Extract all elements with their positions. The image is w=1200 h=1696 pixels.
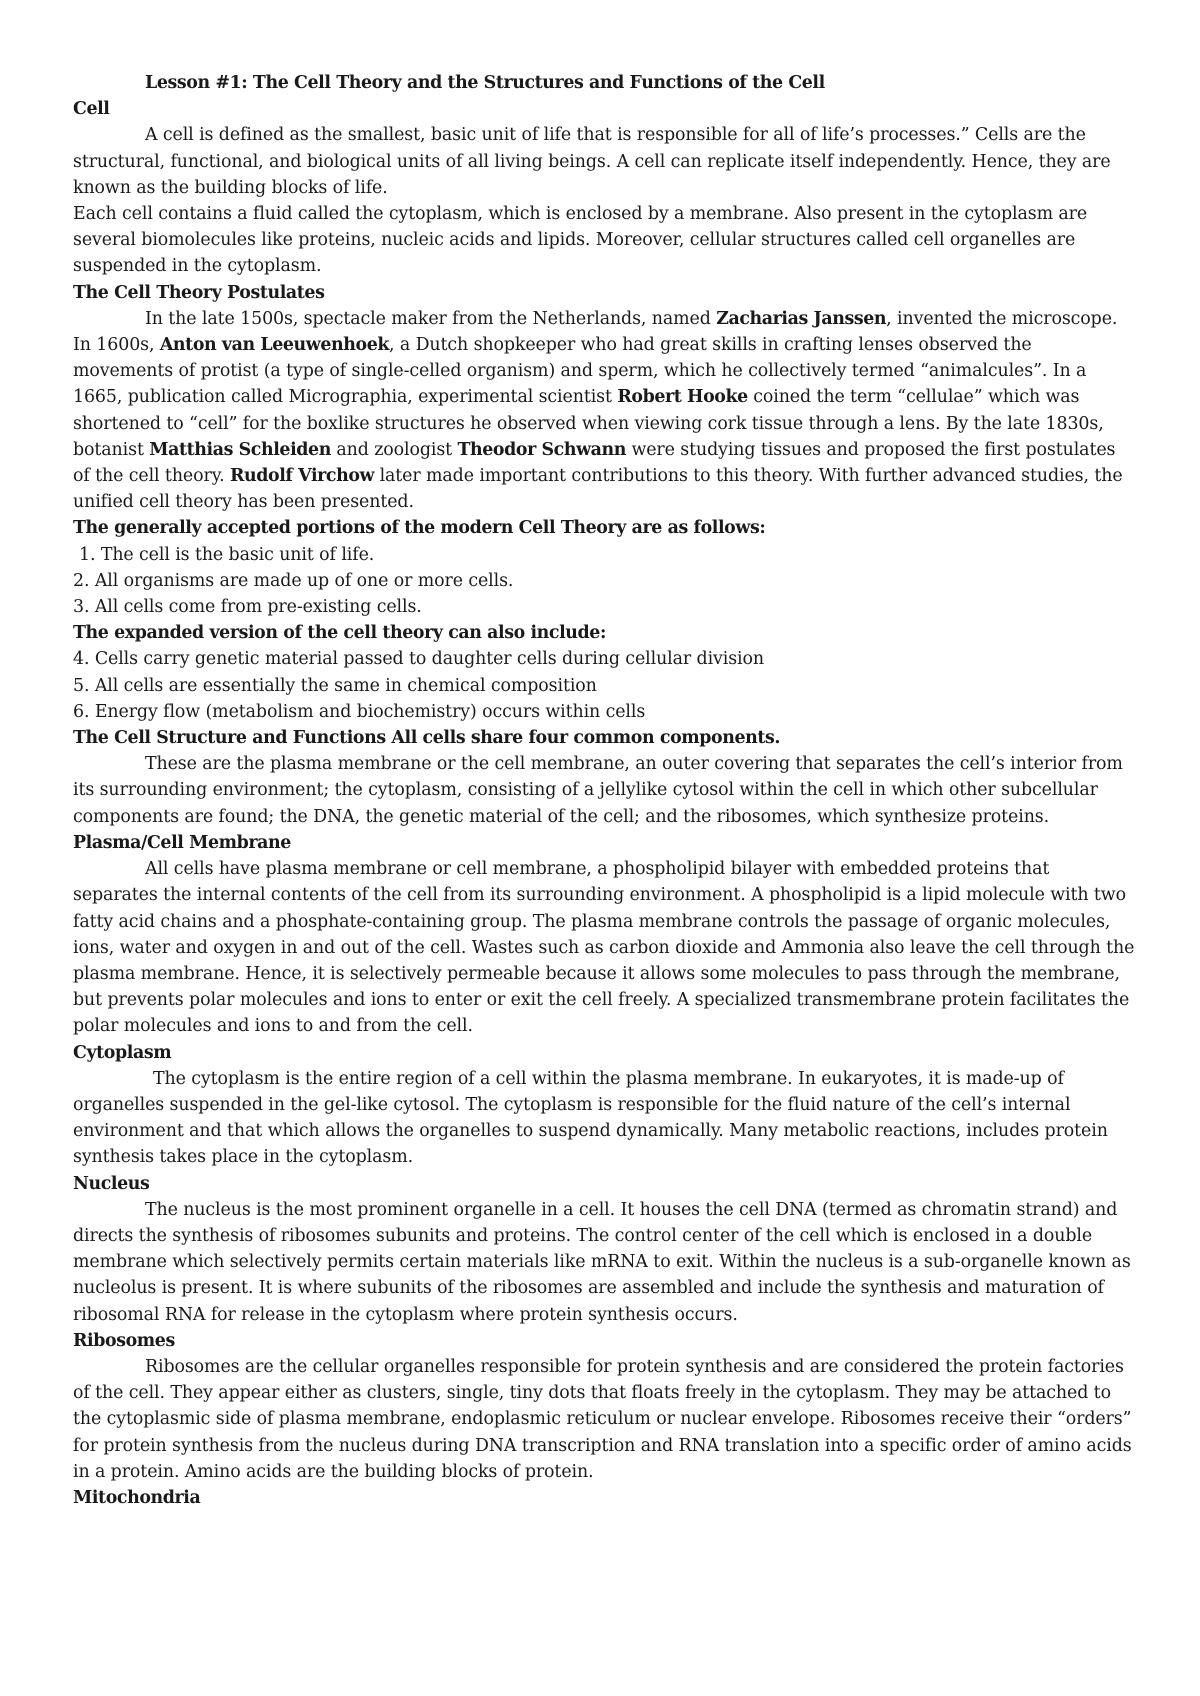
cytoplasm-paragraph: The cytoplasm is the entire region of a cell within the plasma membrane. In eukaryotes, it is made-up of organelles suspended in the gel-like cytosol. The cytoplasm is responsible for the fluid nature of the cell’s internal environment and that which allows the organelles to suspend dynamically. Many metabolic reactions, includes protein synthesis takes place in the cytoplasm. xyxy=(73,1068,1108,1168)
scientist-name-hooke: Robert Hooke xyxy=(617,387,748,408)
scientist-name-virchow: Rudolf Virchow xyxy=(229,466,375,487)
theory-text-6: were studying tissues and proposed the first postulates of the cell theory. xyxy=(73,439,1116,487)
theory-text-5: and zoologist xyxy=(330,439,458,460)
section-heading-cell-structure: The Cell Structure and Functions All cells share four common components. xyxy=(73,728,781,749)
theory-text-1: In the late 1500s, spectacle maker from the Netherlands, named xyxy=(145,308,717,329)
scientist-name-schleiden: Matthias Schleiden xyxy=(149,439,331,460)
theory-text-4: coined the term “cellulae” which was shortened to “cell” for the boxlike structures he observed when viewing cork tissue through a lens. By the late 1830s, botanist xyxy=(73,387,1104,460)
list-item: 1. The cell is the basic unit of life. xyxy=(79,544,375,565)
section-heading-cell-theory-postulates: The Cell Theory Postulates xyxy=(73,282,325,303)
cell-paragraph-2: Each cell contains a fluid called the cytoplasm, which is enclosed by a membrane. Also present in the cytoplasm are several biomolecules like proteins, nucleic acids and lipids. Moreover, cellular structures called cell organelles are suspended in the cytoplasm. xyxy=(73,204,1088,277)
list-item: 5. All cells are essentially the same in chemical composition xyxy=(73,675,597,696)
theory-text-3: , a Dutch shopkeeper who had great skills in crafting lenses observed the movements of protist (a type of single-celled organism) and sperm, which he collectively termed “animalcules”. In a 1665, publication called Micrographia, experimental scientist xyxy=(73,335,1087,408)
list-item: 4. Cells carry genetic material passed to daughter cells during cellular division xyxy=(73,649,764,670)
scientist-name-janssen: Zacharias Janssen xyxy=(716,308,887,329)
section-heading-expanded-version: The expanded version of the cell theory can also include: xyxy=(73,623,606,644)
scientist-name-leeuwenhoek: Anton van Leeuwenhoek xyxy=(159,335,390,356)
theory-text-7: later made important contributions to this theory. With further advanced studies, the unified cell theory has been presented. xyxy=(73,466,1123,513)
section-heading-mitochondria: Mitochondria xyxy=(73,1487,201,1508)
section-heading-ribosomes: Ribosomes xyxy=(73,1330,175,1351)
ribosomes-paragraph: Ribosomes are the cellular organelles responsible for protein synthesis and are considered the protein factories of the cell. They appear either as clusters, single, tiny dots that floats freely in the cytoplasm. They may be attached to the cytoplasmic side of plasma membrane, endoplasmic reticulum or nuclear envelope. Ribosomes receive their “orders” for protein synthesis from the nucleus during DNA transcription and RNA translation into a specific order of amino acids in a protein. Amino acids are the building blocks of protein. xyxy=(73,1356,1132,1482)
section-heading-nucleus: Nucleus xyxy=(73,1173,150,1194)
list-item: 3. All cells come from pre-existing cells. xyxy=(73,597,422,618)
section-heading-accepted-portions: The generally accepted portions of the modern Cell Theory are as follows: xyxy=(73,518,766,539)
cell-structure-paragraph: These are the plasma membrane or the cell membrane, an outer covering that separates the cell’s interior from its surrounding environment; the cytoplasm, consisting of a jellylike cytosol within the cell in which other subcellular components are found; the DNA, the genetic material of the cell; and the ribosomes, which synthesize proteins. xyxy=(73,754,1123,827)
plasma-membrane-paragraph: All cells have plasma membrane or cell membrane, a phospholipid bilayer with embedded proteins that separates the internal contents of the cell from its surrounding environment. A phospholipid is a lipid molecule with two fatty acid chains and a phosphate-containing group. The plasma membrane controls the passage of organic molecules, ions, water and oxygen in and out of the cell. Wastes such as carbon dioxide and Ammonia also leave the cell through the plasma membrane. Hence, it is selectively permeable because it allows some molecules to pass through the membrane, but prevents polar molecules and ions to enter or exit the cell freely. A specialized transmembrane protein facilitates the polar molecules and ions to and from the cell. xyxy=(73,859,1135,1037)
list-item: 6. Energy flow (metabolism and biochemistry) occurs within cells xyxy=(73,701,646,722)
section-heading-cell: Cell xyxy=(73,99,110,120)
document-title: Lesson #1: The Cell Theory and the Structures and Functions of the Cell xyxy=(145,73,825,93)
cell-theory-paragraph xyxy=(73,306,1135,516)
nucleus-paragraph: The nucleus is the most prominent organelle in a cell. It houses the cell DNA (termed as chromatin strand) and directs the synthesis of ribosomes subunits and proteins. The control center of the cell which is enclosed in a double membrane which selectively permits certain materials like mRNA to exit. Within the nucleus is a sub-organelle known as nucleolus is present. It is where subunits of the ribosomes are assembled and include the synthesis and maturation of ribosomal RNA for release in the cytoplasm where protein synthesis occurs. xyxy=(73,1199,1131,1325)
section-heading-cytoplasm: Cytoplasm xyxy=(73,1042,172,1063)
list-item: 2. All organisms are made up of one or more cells. xyxy=(73,570,514,591)
scientist-name-schwann: Theodor Schwann xyxy=(457,439,627,460)
theory-text-2: , invented the microscope. In 1600s, xyxy=(73,308,1118,356)
cell-paragraph-1: A cell is defined as the smallest, basic unit of life that is responsible for all of life’s processes.” Cells are the structural, functional, and biological units of all living beings. A cell can replicate itself independently. Hence, they are known as the building blocks of life. xyxy=(73,125,1111,198)
document-page xyxy=(73,70,1135,1511)
section-heading-plasma-membrane: Plasma/Cell Membrane xyxy=(73,832,291,853)
